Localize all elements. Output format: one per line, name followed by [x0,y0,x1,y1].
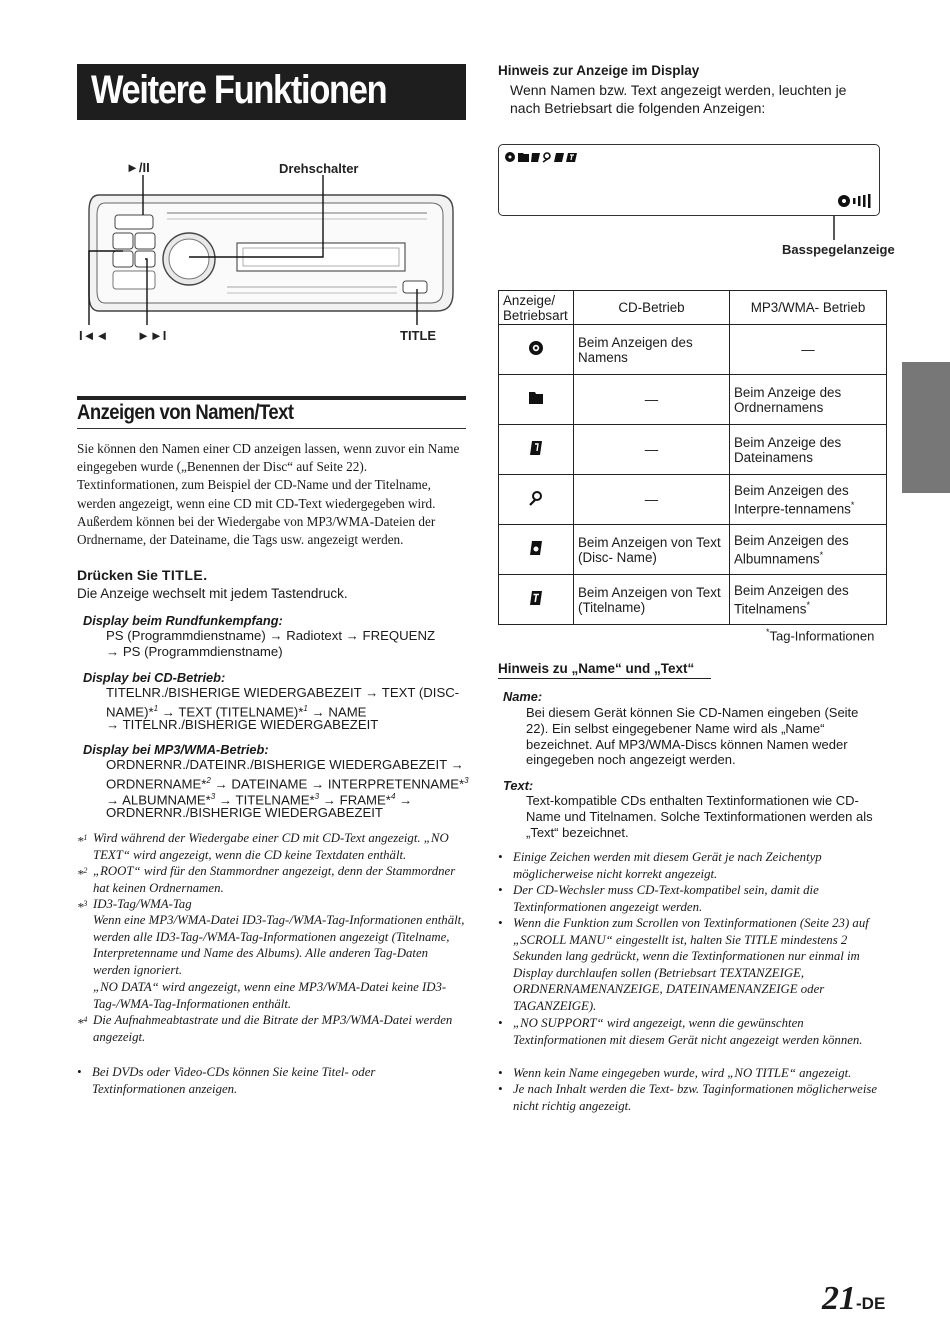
indicator-table [498,290,887,625]
mp3-line-2: ORDNERNAME*$^2$ → DATEINAME → INTERPRETENNAME*$^3$ [106,776,469,792]
header-mp3: MP3/WMA- Betrieb [730,291,887,325]
mp3-line-1: ORDNERNR./DATEINR./BISHERIGE WIEDERGABEZEIT → [106,757,464,772]
header-indicator: Anzeige/ Betriebsart [499,291,574,325]
cd-line-2: NAME)*$^1$ → TEXT (TITELNAME)*$^1$ → NAME [106,704,367,720]
display-hint-text: Wenn Namen bzw. Text angezeigt werden, leuchten je nach Betriebsart die folgenden Anzeigen: [510,82,847,116]
name-description: Bei diesem Gerät können Sie CD-Namen eingeben (Seite 22). Ein selbst eingegebener Name wird als „Name“ bezeichnet. Auf MP3/WMA-Discs können Namen weder eingegeben noch angezeigt werden. [526,705,859,768]
section-heading: Anzeigen von Namen/Text [77,401,294,424]
table-row: Beim Anzeigen von Text (Disc- Name) Beim Anzeigen des Albumnamens* [499,525,887,575]
next-label: ►►I [137,328,167,343]
press-instruction: Drücken Sie TITLE. [77,567,208,583]
page-number: 21-DE [822,1280,886,1317]
text-label: Text: [503,778,534,793]
knob-label: Drehschalter [279,161,359,176]
title-key: TITLE [161,567,204,583]
intro-paragraph: Sie können den Namen einer CD anzeigen lassen, wenn zuvor ein Name eingegeben wurde („Benennen der Disc“ auf Seite 22). Textinformationen, zum Beispiel der CD-Name und der Titelname, werden angezeigt, wenn eine CD mit CD-Text wiedergegeben wird. Außerdem können bei der Wiedergabe von MP3/WMA-Dateien der Ordnername, der Dateiname, die Tags usw. angezeigt werden. [77,441,460,548]
file-icon [499,425,574,475]
header-cd: CD-Betrieb [574,291,730,325]
chapter-tab [902,362,950,493]
mp3-display-title: Display bei MP3/WMA-Betrieb: [83,742,269,757]
name-label: Name: [503,689,543,704]
title-button-label: TITLE [400,328,437,343]
cd-line-1: TITELNR./BISHERIGE WIEDERGABEZEIT → TEXT (DISC- [106,685,460,700]
section-underline [77,428,466,429]
cd-line-3: → TITELNR./BISHERIGE WIEDERGABEZEIT [106,717,379,732]
table-row: — Beim Anzeige des Dateinamens [499,425,887,475]
bass-level-icon [837,193,875,209]
bass-level-label: Basspegelanzeige [782,242,895,257]
title-icon [499,575,574,625]
name-text-hint-title: Hinweis zu „Name“ und „Text“ [498,661,711,679]
bass-leader-line [832,216,836,240]
table-row: Beim Anzeigen des Namens — [499,325,887,375]
text-description: Text-kompatible CDs enthalten Textinformationen wie CD-Name und Titelnamen. Solche Textinformationen werden als „Text“ bezeichnet. [526,793,873,840]
artist-icon [499,475,574,525]
press-description: Die Anzeige wechselt mit jedem Tastendruck. [77,586,348,601]
play-pause-label: ►/II [126,160,150,175]
folder-icon [499,375,574,425]
radio-line-2: → PS (Programmdienstname) [106,644,283,659]
radio-line-1: PS (Programmdienstname) → Radiotext → FREQUENZ [106,628,436,643]
page-title: Weitere Funktionen [91,68,387,112]
mp3-line-4: ORDNERNR./BISHERIGE WIEDERGABEZEIT [106,805,383,820]
page-title-bar [77,64,466,120]
album-icon [499,525,574,575]
table-header-row [499,291,887,325]
cd-display-title: Display bei CD-Betrieb: [83,670,226,685]
table-row: — Beim Anzeige des Ordnernamens [499,375,887,425]
prev-label: I◄◄ [79,328,109,343]
display-panel [498,144,880,216]
head-unit-illustration [77,175,467,325]
disc-icon [499,325,574,375]
display-indicator-icons [504,150,584,164]
table-footnote: *Tag-Informationen [766,627,875,644]
table-row: — Beim Anzeigen des Interpre-tennamens* [499,475,887,525]
table-row: Beim Anzeigen von Text (Titelname) Beim Anzeigen des Titelnamens* [499,575,887,625]
mp3-line-3: → ALBUMNAME*$^3$ → TITELNAME*$^3$ → FRAME*$^4$ → [106,792,413,808]
display-hint-title: Hinweis zur Anzeige im Display [498,63,700,78]
radio-display-title: Display beim Rundfunkempfang: [83,613,283,628]
section-rule [77,396,466,400]
